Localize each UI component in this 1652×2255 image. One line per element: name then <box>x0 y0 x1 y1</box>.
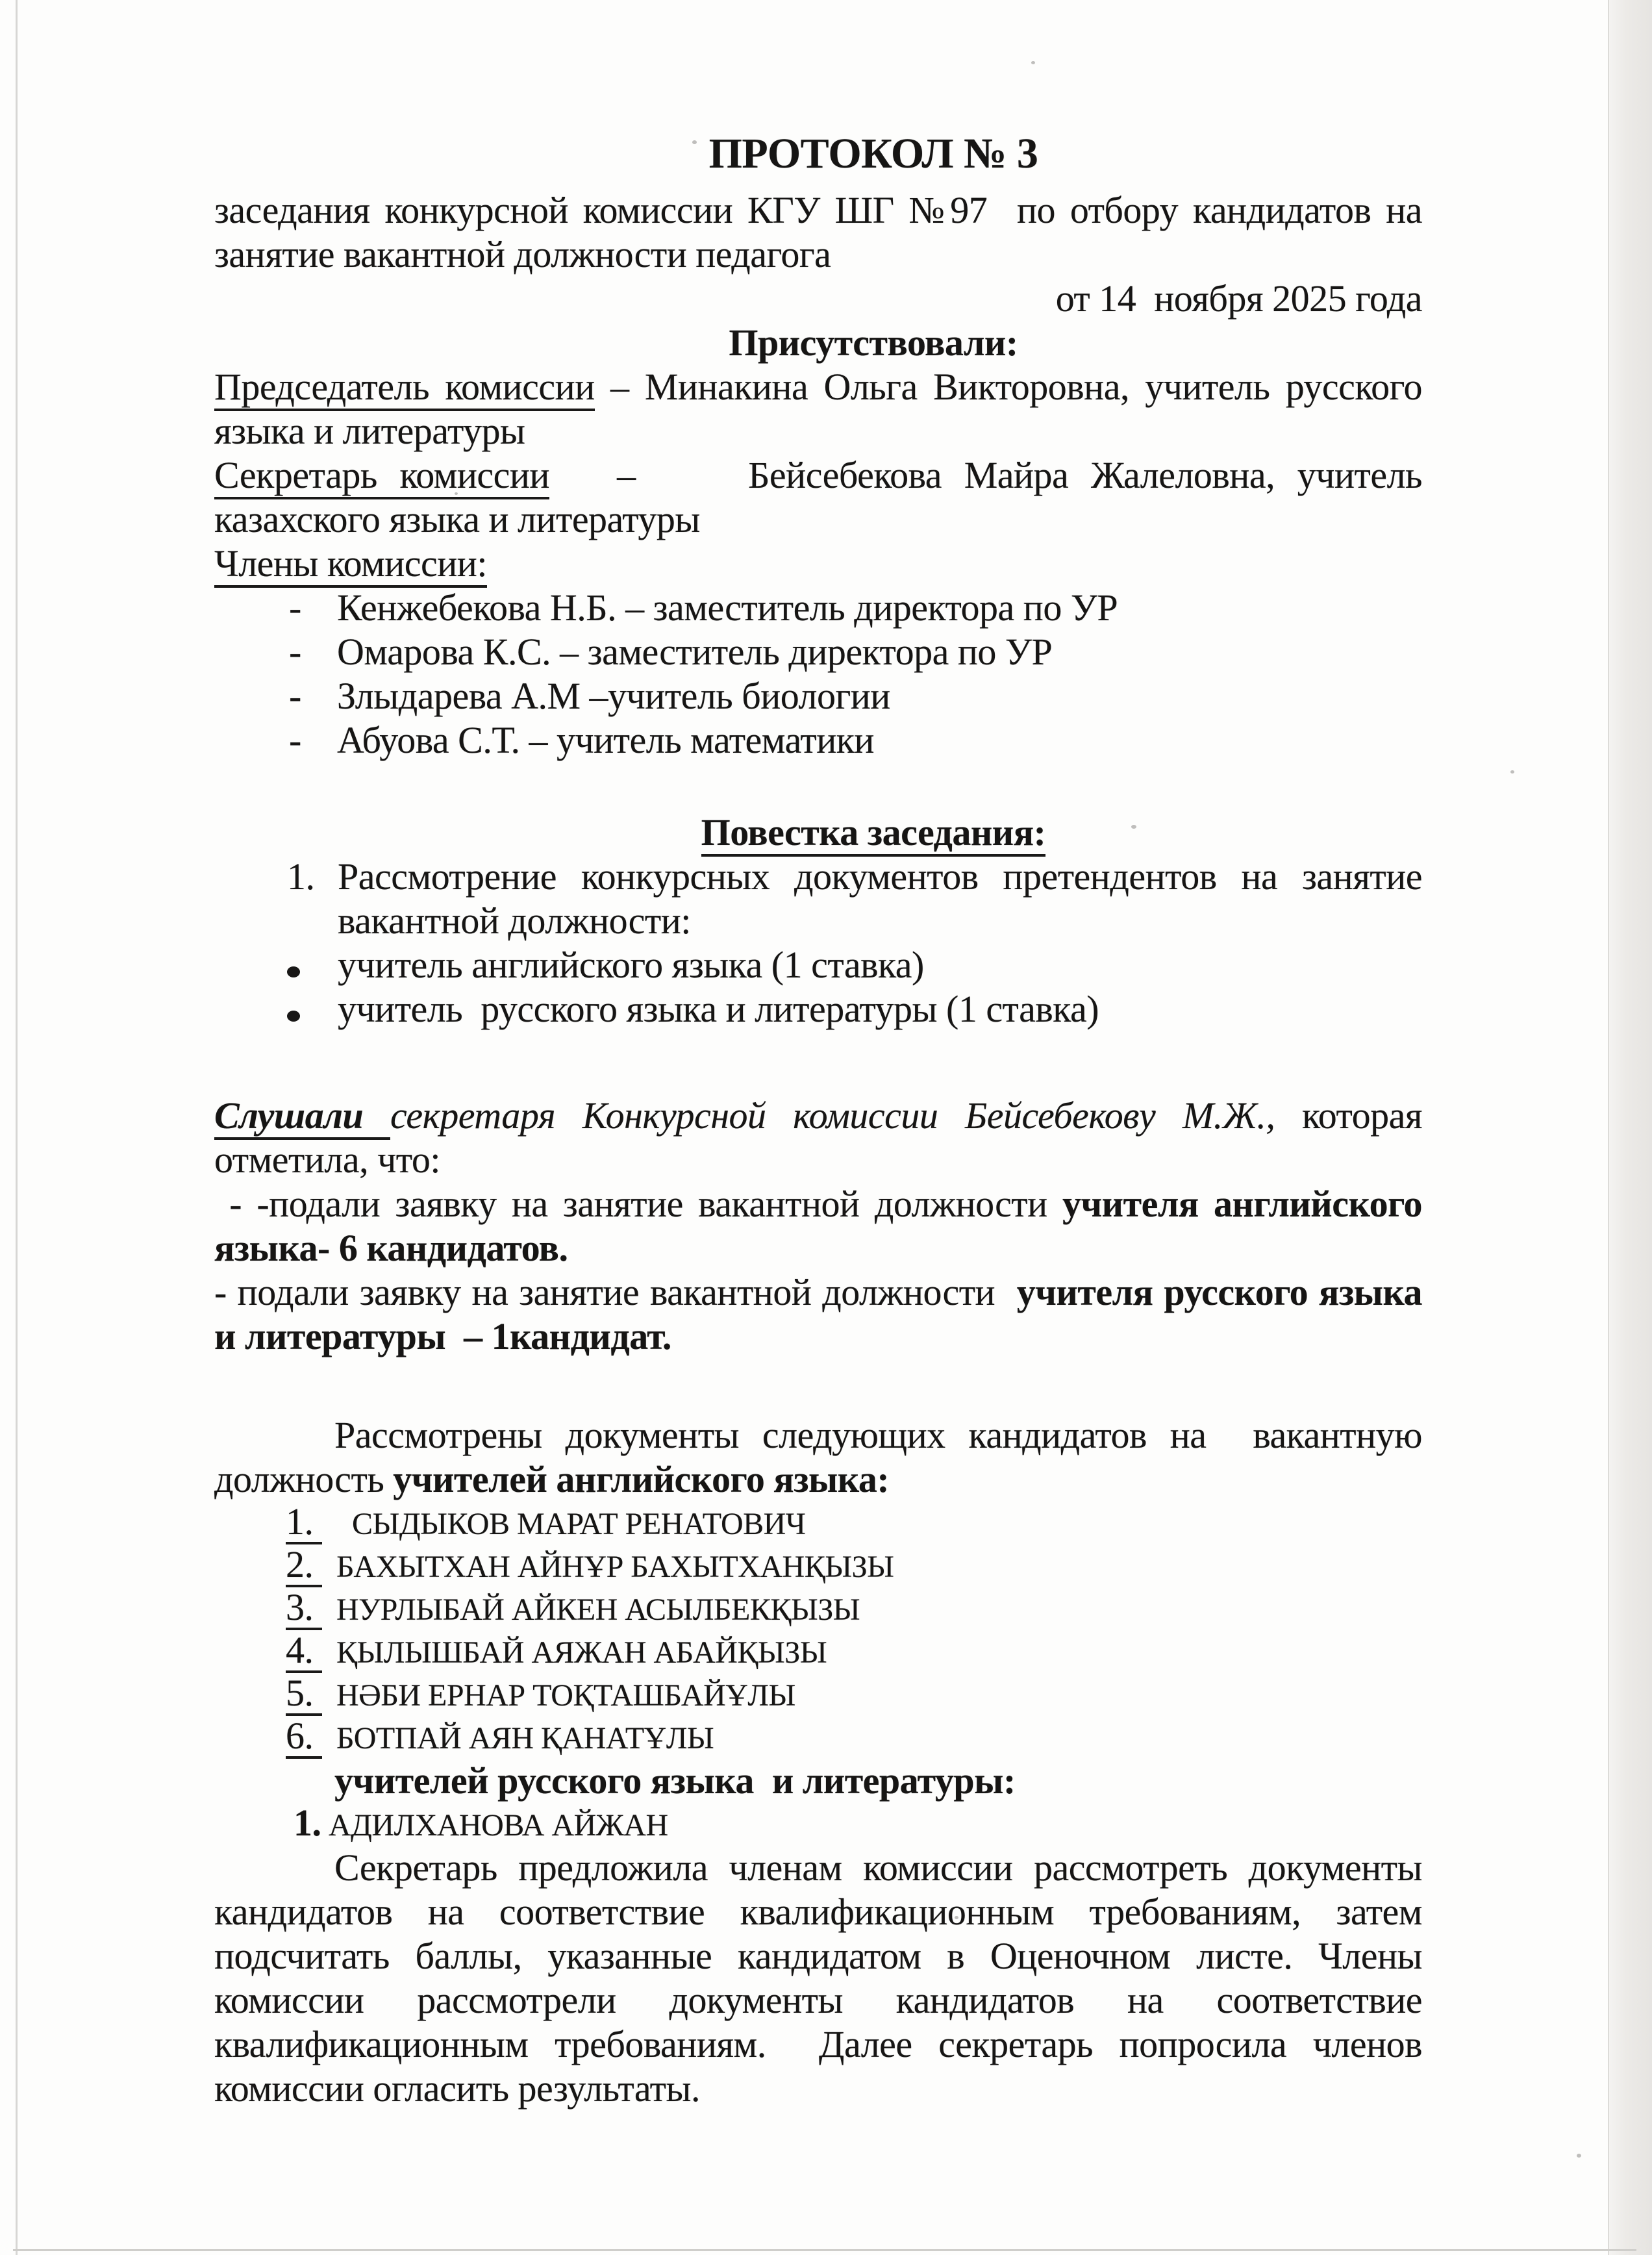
agenda-bullet-text: учитель русского языка и литературы (1 ставка) <box>338 988 1099 1030</box>
agenda-bullet-row <box>287 943 1422 987</box>
agenda-bullet-text: учитель английского языка (1 ставка) <box>338 944 924 986</box>
scan-speck <box>1510 770 1514 774</box>
chairman-line <box>214 365 1431 453</box>
candidate-name: БАХЫТХАН АЙНҰР БАХЫТХАНҚЫЗЫ <box>336 1550 894 1584</box>
chairman-text: – Минакина Ольга Викторовна, учитель русского языка и литературы <box>214 366 1431 452</box>
attendees-heading: Присутствовали: <box>729 321 1018 364</box>
bullet-marker <box>287 987 338 1031</box>
scan-right-edge-band <box>1608 0 1652 2255</box>
chairman-role-label: Председатель комиссии <box>214 366 595 411</box>
member-name: Абуова С.Т. – учитель математики <box>337 719 874 761</box>
candidate-number: 4. <box>286 1630 322 1673</box>
heard-italic-text: секретаря Конкурсной комиссии Бейсебекову М.Ж., <box>390 1094 1275 1137</box>
candidate-name: АДИЛХАНОВА АЙЖАН <box>329 1808 668 1843</box>
agenda-heading-label: Повестка заседания: <box>701 811 1046 857</box>
candidate-row <box>286 1673 1422 1716</box>
dash-marker: - <box>289 586 301 629</box>
applications-english-prefix: - -подали заявку на занятие вакантной должности <box>214 1183 1062 1225</box>
applications-english-line <box>214 1182 1431 1270</box>
candidate-name: НУРЛЫБАЙ АЙКЕН АСЫЛБЕКҚЫЗЫ <box>336 1593 860 1627</box>
candidate-row <box>286 1630 1422 1673</box>
applications-russian-bold: учителя русского языка и литературы – 1кандидат. <box>214 1271 1431 1357</box>
member-row <box>289 718 1422 762</box>
heard-lead-label: Слушали <box>214 1094 390 1140</box>
candidate-number: 3. <box>286 1587 322 1630</box>
bullet-marker <box>287 943 338 987</box>
secretary-text: – Бейсебекова Майра Жалеловна, учитель казахского языка и литературы <box>214 454 1431 540</box>
member-row <box>289 630 1422 674</box>
candidate-name: БОТПАЙ АЯН ҚАНАТҰЛЫ <box>336 1721 714 1756</box>
candidate-name: СЫДЫКОВ МАРАТ РЕНАТОВИЧ <box>352 1507 806 1541</box>
candidate-number: 1. <box>294 1802 321 1844</box>
agenda-item-number: 1. <box>287 855 315 898</box>
agenda-item-text: Рассмотрение конкурсных документов претендентов на занятие вакантной должности: <box>338 855 1431 942</box>
member-row <box>289 586 1422 630</box>
bullet-dot-icon <box>287 1011 300 1022</box>
document-title: ПРОТОКОЛ № 3 <box>708 130 1038 177</box>
member-row <box>289 674 1422 718</box>
agenda-bullet-row <box>287 987 1422 1031</box>
member-name: Кенжебекова Н.Б. – заместитель директора по УР <box>337 586 1118 629</box>
candidate-number: 2. <box>286 1544 322 1587</box>
applications-english-bold: учителя английского языка- 6 кандидатов. <box>214 1183 1431 1269</box>
russian-list-heading: учителей русского языка и литературы: <box>334 1759 1016 1802</box>
candidate-row <box>286 1716 1422 1759</box>
candidate-row <box>286 1502 1422 1544</box>
bullet-dot-icon <box>287 966 300 977</box>
review-bold: учителей английского языка: <box>393 1458 890 1500</box>
candidate-row <box>294 1803 1422 1846</box>
member-name: Злыдарева А.М –учитель биологии <box>337 675 890 717</box>
scan-left-edge-line <box>16 0 18 2255</box>
candidate-row <box>286 1544 1422 1587</box>
members-heading <box>214 542 1422 586</box>
scan-bottom-edge-line <box>13 2249 1636 2251</box>
member-name: Омарова К.С. – заместитель директора по УР <box>337 631 1053 673</box>
review-paragraph <box>214 1413 1431 1502</box>
scan-speck <box>1031 61 1035 64</box>
dash-marker: - <box>289 631 301 673</box>
members-heading-label: Члены комиссии: <box>214 542 487 588</box>
agenda-heading <box>325 811 1422 855</box>
applications-russian-prefix: - подали заявку на занятие вакантной должности <box>214 1271 1017 1313</box>
dash-marker: - <box>289 675 301 717</box>
applications-russian-line <box>214 1270 1431 1359</box>
candidate-number: 5. <box>286 1673 322 1716</box>
agenda-item <box>287 855 1431 943</box>
intro-paragraph: заседания конкурсной комиссии КГУ ШГ №97 по отбору кандидатов на занятие вакантной должности педагога <box>214 189 1431 275</box>
heard-tail-text: которая отметила, что: <box>214 1094 1431 1181</box>
secretary-line <box>214 453 1431 542</box>
review-prefix: Рассмотрены документы следующих кандидатов на вакантную должность <box>214 1414 1431 1500</box>
candidate-number: 1. <box>286 1502 322 1544</box>
closing-paragraph: Секретарь предложила членам комиссии рассмотреть документы кандидатов на соответствие квалификационным требованиям, затем подсчитать баллы, указанные кандидатом в Оценочном листе. Члены комиссии рассмотрели документы кандидатов на соответствие квалификационным требованиям. Далее секретарь попросила членов комиссии огласить результаты. <box>214 1846 1431 2110</box>
scan-speck <box>1577 2154 1581 2158</box>
candidate-row <box>286 1587 1422 1630</box>
document-body <box>214 129 1431 2111</box>
heard-paragraph <box>214 1094 1431 1182</box>
candidate-name: НӘБИ ЕРНАР ТОҚТАШБАЙҰЛЫ <box>336 1678 795 1713</box>
date-line: от 14 ноября 2025 года <box>1055 277 1422 320</box>
secretary-role-label: Секретарь комиссии <box>214 454 549 499</box>
candidate-name: ҚЫЛЫШБАЙ АЯЖАН АБАЙҚЫЗЫ <box>336 1635 827 1670</box>
candidate-number: 6. <box>286 1716 322 1759</box>
dash-marker: - <box>289 719 301 761</box>
